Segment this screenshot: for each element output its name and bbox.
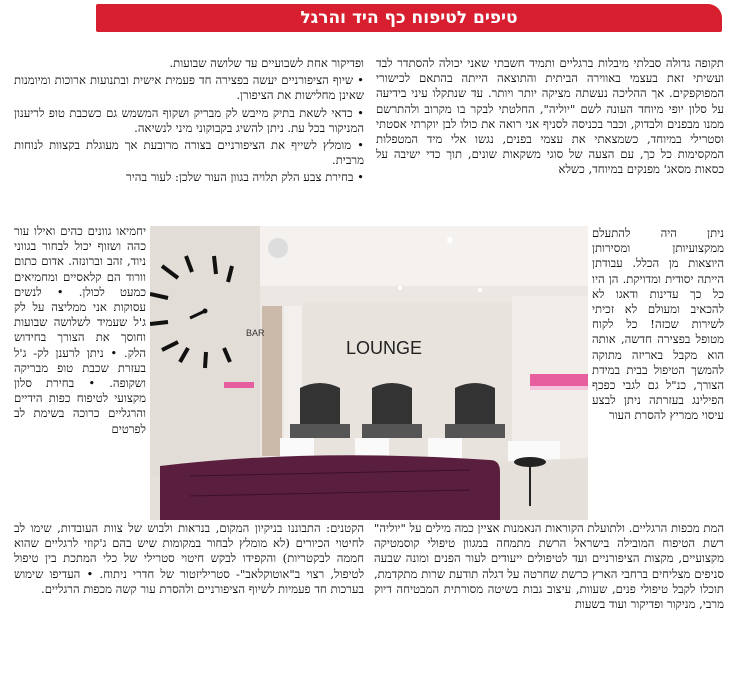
lounge-sign: LOUNGE [346,338,423,358]
article-paragraph: ופדיקור אחת לשבועיים עד שלושה שבועות. [169,56,364,70]
article-left-column [14,56,364,188]
tip-item: • כדאי לשאת בתיק מייבש לק מבריק ושקוף המשמש גם כשכבת טופ לריענון המניקור בכל עת. ניתן להשיג בקבוקוני מיני לנשיאה. [14,105,364,135]
article-wrap-right: ניתן היה להתעלם ממקצועיותן ומסירותן היוצאות מן הכלל. עבודתן הייתה יסודית ומדויקת. הן היו כל כך עדינות ודאגו לא להכאיב ומעולם לא זכיתי לשירות שכזה! כל לקוח מטופל בפצירה חדשה, אותה הוא מקבל באריזה מתוקה להמשך הטיפול בבית במידת הצורך, כנ"ל גם לגבי כפכף הפילינג בעזרתה ניתן לבצע עיסוי ממריץ להסרת העור [592,226,724,423]
article-bottom-right: המת מכפות הרגליים. ולתועלת הקוראות הנאמנות אציין כמה מילים על "יוליה" רשת הטיפוח המובילה בישראל הרשת מתמחה במגוון טיפולי קוסמטיקה מקצועיים, מקצות הציפורניים ועד לטיפולים ייעודים לעור הפנים ומונה שבעה סניפים מצליחים ברחבי הארץ כרשת שחרטה על דגלה תודעת שרות מתקדמת, תוכלו לקבל טיפולי פנים, שעוות, עיצוב גבות בשיטה מסורתית המבטיחה דיוק מרבי, מניקור ופדיקור ועוד בשעות [374,521,724,612]
tip-item: • בחירת צבע הלק תלויה בגוון העור שלכן: לעור בהיר [126,170,364,185]
article-right-column [376,56,724,180]
article-wrap-left: יחמיאו גוונים כהים ואילו עור כהה ושזוף יכול לבחור בגווני ניוד, זהב וברונזה. אדום כתום וורוד הם קלאסיים ומחמיאים כמעט לכולן. • לנשים עסוקות אני ממליצה על לק ג'ל שעמיד לשלושה שבועות וחוסך את הצורך בחידוש הלק. • ניתן לרענן לק- ג'ל בעזרת שכבת טופ מבריקה ושקופה. • בחירת סלון מקצועי לטיפוח כפות הידיים והרגליים כרוכה בשימת לב לפרטים [14,224,146,436]
bar-sign: BAR [246,328,265,338]
article-bottom-left: הקטנים: התבוננו בניקיון המקום, בנראות ולבוש של צוות העובדות, שימו לב לחיטוי הכיורים (לא מומלץ לבחור במקומות שיש בהם ג'קוזי לרגליים שהוא חממה לבקטריות) והקפידו לבקש חיטוי סטרילי של כלי המתכת בין טיפול לטיפול, רצוי ב"אוטוקלאב"- סטריליזטור של חדרי ניתוח. • העדיפו שימוש בערכות חד פעמיות לשיוף הציפורניים ולהסרת עור קשה מכפות הרגליים. [14,521,364,596]
article-paragraph: תקופה גדולה סבלתי מיבלות ברגליים ותמיד חשבתי שאני יכולה להסתדר לבד ועשיתי זאת בעצמי באווירה הביתית והתוצאה הייתה בהתאם לכישורי המפוקפקים. אך ההליכה נעשתה מציקה יותר ויותר. עד שנתקלו עיני בידיעה על סלון יופי מיוחד העונה לשם "יוליה", החלטתי לבקר בו מקרוב ולהתרשם ממנו מבפנים ולבדוק, וכבר בכניסה לסניף אני רואה את כולו לבן יוקרתי אסטתי וסטרילי במיוחד, כשמצאתי את עצמי בפנים, נגשו אלי מיד המטפלות המקסימות כל כך, עם הצעה של סוגי משקאות שונים, תוך כדי ישיבה על כסאות מסאג' מפנקים במיוחד, כשלא [376,56,724,177]
header-banner [96,4,722,32]
salon-photo [150,226,588,520]
page-title: טיפים לטיפוח כף היד והרגל [300,8,518,28]
tip-item: • מומלץ לשייף את הציפורניים בצורה מרובעת אך מעוגלת בקצוות לנוחות מרבית. [14,138,364,168]
tip-item: • שיוף הציפורניים יעשה בפצירה חד פעמית אישית ובתנועות ארוכות ומיומנות שאינן מחלישות את הציפורן. [14,73,364,103]
